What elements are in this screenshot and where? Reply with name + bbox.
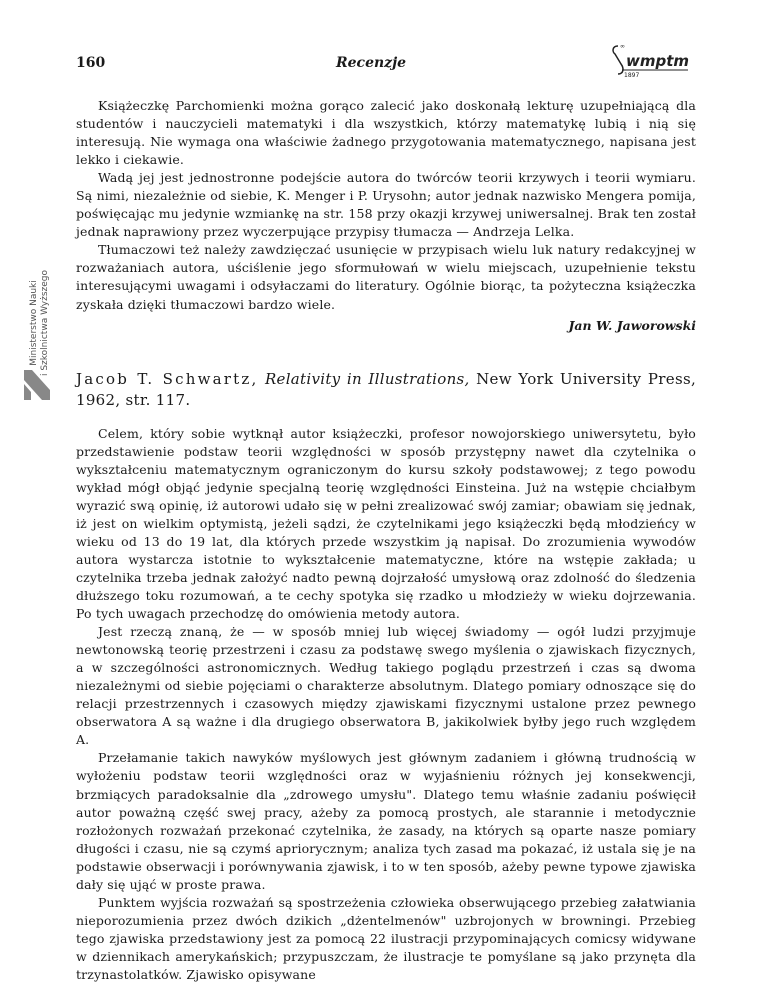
review-schwartz	[76, 369, 696, 984]
review1-paragraph: Książeczkę Parchomienki można gorąco zalecić jako doskonałą lekturę uzupełniającą dla studentów i nauczycieli matematyki i dla wszystkich, którzy matematykę lubią i nią się interesują. Nie wymaga ona właściwie żadnego przygotowania matematycznego, napisana jest lekko i ciekawie.	[76, 98, 696, 168]
logo-year: 1897	[624, 72, 640, 78]
running-head: Recenzje	[336, 55, 407, 71]
review2-paragraph: Przełamanie takich nawyków myślowych jest głównym zadaniem i główną trudnością w wyłożeniu podstaw teorii względności oraz w wyjaśnieniu różnych jej konsekwencji, brzmiących paradoksalnie dla „zdrowego umysłu". Dlatego temu właśnie zadaniu poświęcił autor poważną część swej pracy, ażeby za pomocą prostych, ale starannie i metodycznie rozłożonych rozważań przekonać czytelnika, że zasady, na których są oparte nasze pomiary długości i czasu, nie są czymś apriorycznym; analiza tych zasad ma pokazać, iż ustala się je na podstawie obserwacji i porównywania zjawisk, i to w ten sposób, ażeby pewne typowe zjawiska dały się ująć w proste prawa.	[76, 750, 696, 892]
review1-paragraph: Wadą jej jest jednostronne podejście autora do twórców teorii krzywych i teorii wymiaru. Są nimi, niezależnie od siebie, K. Menger i P. Urysohn; autor jednak nazwisko Mengera pomija, poświęcając mu jedynie wzmiankę na str. 158 przy okazji krzywej uniwersalnej. Brak ten został jednak naprawiony przez wyczerpujące przypisy tłumacza — Andrzeja Lelka.	[76, 170, 696, 240]
ministry-logo-icon	[22, 368, 52, 402]
review-parchomienko	[76, 97, 696, 335]
review1-signature: Jan W. Jaworowski	[568, 317, 696, 333]
book-publisher: New York University Press, 1962, str. 117.	[76, 369, 697, 409]
review2-body	[76, 425, 696, 984]
ministry-text: Ministerstwo Nauki i Szkolnictwa Wyższego	[29, 269, 50, 377]
review2-paragraph: Celem, który sobie wytknął autor książeczki, profesor nowojorskiego uniwersytetu, było przedstawienie podstaw teorii względności w sposób przystępny nawet dla czytelnika o wykształceniu matematycznym ograniczonym do kursu szkoły podstawowej; z tego powodu wykład mógł objąć jedynie specjalną teorię względności Einsteina. Już na wstępie chciałbym wyrazić swą opinię, iż autorowi udało się w pełni zrealizować swój zamiar; obawiam się jednak, iż jest on wielkim optymistą, jeżeli sądzi, że czytelnikami jego książeczki będą młodzieńcy w wieku od 13 do 19 lat, dla których przede wszystkim ją napisał. Do zrozumienia wywodów autora wystarcza istotnie to wykształcenie matematyczne, które na wstępie zakłada; u czytelnika trzeba jednak założyć nadto pewną dojrzałość umysłową oraz zdolność do śledzenia dłuższego toku rozumowań, a te cechy spotyka się rzadko u młodzieży w wieku dojrzewania. Po tych uwagach przechodzę do omówienia metody autora.	[76, 425, 696, 622]
review1-paragraph: Tłumaczowi też należy zawdzięczać usunięcie w przypisach wielu luk natury redakcyjnej w rozważaniach autora, uściślenie jego sformułowań w wielu miejscach, uzupełnienie tekstu interesującymi uwagami i odsyłaczami do literatury. Ogólnie biorąc, ta pożyteczna książeczka zyskała dzięki tłumaczowi bardzo wiele.	[76, 242, 696, 312]
review2-paragraph: Punktem wyjścia rozważań są spostrzeżenia człowieka obserwującego przebieg załatwiania nieporozumienia przez dwóch dzikich „dżentelmenów" uzbrojonych w browningi. Przebieg tego zjawiska przedstawiony jest za pomocą 22 ilustracji przypominających comicsy widywane w dziennikach amerykańskich; przypuszczam, że ilustracje te pomyślane są jako przynęta dla trzynastolatków. Zjawisko opisywane	[76, 894, 696, 982]
logo-text: wmptm	[626, 52, 690, 70]
review2-paragraph: Jest rzeczą znaną, że — w sposób mniej lub więcej świadomy — ogół ludzi przyjmuje newtonowską teorię przestrzeni i czasu za podstawę swego myślenia o zjawiskach fizycznych, a w szczególności astronomicznych. Według takiego poglądu przestrzeń i czas są dwoma niezależnymi od siebie pojęciami o charakterze absolutnym. Dlatego pomiary odnoszące się do relacji przestrzennych i czasowych między zjawiskami fizycznymi ustalone przez pewnego obserwatora A są ważne i dla drugiego obserwatora B, jakikolwiek byłby jego ruch względem A.	[76, 624, 696, 748]
book-citation	[76, 369, 696, 411]
book-author: Jacob T. Schwartz,	[76, 369, 259, 388]
page-number: 160	[76, 55, 106, 71]
page-header	[76, 55, 690, 77]
wmptm-logo	[608, 40, 690, 78]
svg-text:∞: ∞	[620, 43, 625, 50]
book-title: Relativity in Illustrations,	[264, 369, 470, 388]
page-content	[76, 97, 696, 984]
